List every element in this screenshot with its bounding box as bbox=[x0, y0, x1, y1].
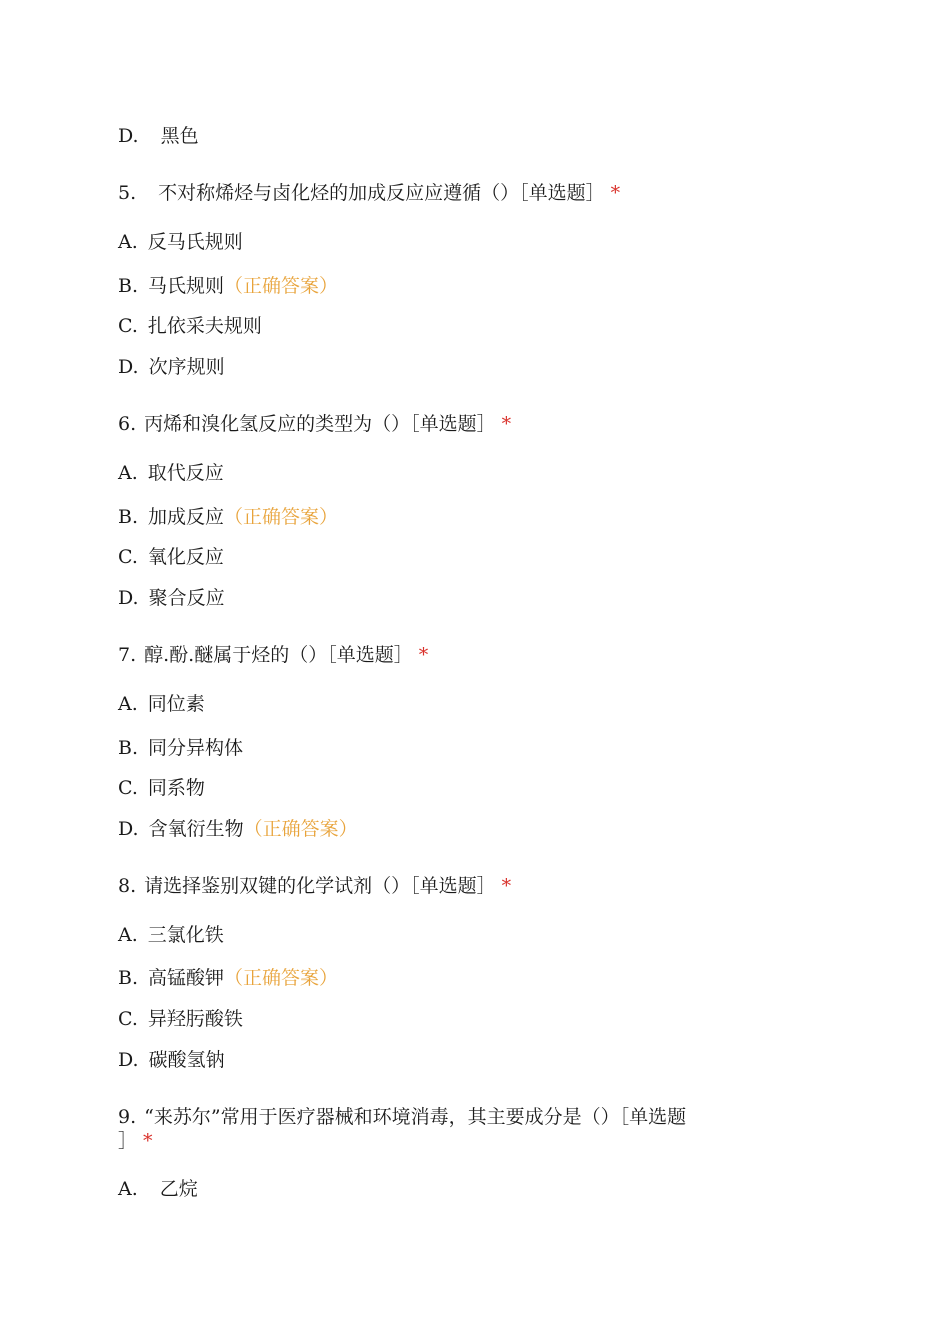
option-text: 含氧衍生物 bbox=[148, 818, 244, 840]
required-mark: * bbox=[143, 1130, 153, 1152]
option-letter: B. bbox=[118, 967, 139, 989]
question-9-title bbox=[118, 1105, 686, 1153]
option-text: 反马氏规则 bbox=[147, 231, 243, 253]
option-letter: D. bbox=[118, 818, 139, 840]
question-5-option-a bbox=[118, 230, 243, 254]
question-5-option-b bbox=[118, 274, 338, 298]
question-text: 醇.酚.醚属于烃的（）［单选题］ bbox=[144, 644, 413, 666]
required-mark: * bbox=[501, 875, 512, 897]
question-text-continued: ］ bbox=[118, 1130, 138, 1152]
required-mark: * bbox=[610, 182, 621, 204]
option-text: 扎依采夫规则 bbox=[147, 315, 262, 337]
option-letter: C. bbox=[118, 777, 138, 799]
option-letter: C. bbox=[118, 546, 138, 568]
question-6-option-d bbox=[118, 586, 225, 610]
question-5-title bbox=[118, 181, 620, 205]
option-text: 黑色 bbox=[160, 125, 199, 147]
question-6-option-c bbox=[118, 545, 224, 569]
option-letter: D. bbox=[118, 1049, 139, 1071]
question-7-option-d bbox=[118, 817, 358, 841]
question-7-option-c bbox=[118, 776, 205, 800]
option-text: 三氯化铁 bbox=[147, 924, 224, 946]
question-8-option-d bbox=[118, 1048, 225, 1072]
question-5-option-d bbox=[118, 355, 225, 379]
question-6-title bbox=[118, 412, 511, 436]
option-text: 次序规则 bbox=[148, 356, 225, 378]
option-letter: D. bbox=[118, 587, 139, 609]
question-number: 6. bbox=[118, 413, 137, 435]
question-text: 丙烯和溴化氢反应的类型为（）［单选题］ bbox=[144, 413, 496, 435]
option-letter: B. bbox=[118, 275, 139, 297]
question-text: “来苏尔”常用于医疗器械和环境消毒，其主要成分是（）［单选题 bbox=[144, 1106, 687, 1128]
correct-answer-label: （正确答案） bbox=[243, 818, 358, 840]
question-number: 9. bbox=[118, 1106, 137, 1128]
option-text: 高锰酸钾 bbox=[148, 967, 225, 989]
correct-answer-label: （正确答案） bbox=[224, 967, 339, 989]
option-letter: A. bbox=[118, 1178, 138, 1200]
option-text: 氧化反应 bbox=[147, 546, 224, 568]
option-letter: A. bbox=[118, 231, 138, 253]
option-text: 乙烷 bbox=[159, 1178, 198, 1200]
option-text: 异羟肟酸铁 bbox=[147, 1008, 243, 1030]
option-letter: A. bbox=[118, 462, 138, 484]
option-text: 聚合反应 bbox=[148, 587, 225, 609]
required-mark: * bbox=[501, 413, 512, 435]
option-text: 同系物 bbox=[147, 777, 205, 799]
option-letter: A. bbox=[118, 693, 138, 715]
question-8-option-c bbox=[118, 1007, 243, 1031]
question-text: 请选择鉴别双键的化学试剂（）［单选题］ bbox=[144, 875, 496, 897]
question-8-option-a bbox=[118, 923, 224, 947]
question-9-option-a bbox=[118, 1177, 198, 1201]
option-text: 马氏规则 bbox=[148, 275, 225, 297]
correct-answer-label: （正确答案） bbox=[224, 506, 339, 528]
question-7-title bbox=[118, 643, 428, 667]
question-8-title bbox=[118, 874, 511, 898]
question-number: 7. bbox=[118, 644, 137, 666]
option-letter: D. bbox=[118, 125, 139, 147]
question-7-option-a bbox=[118, 692, 205, 716]
option-letter: C. bbox=[118, 1008, 138, 1030]
question-5-option-c bbox=[118, 314, 262, 338]
question-6-option-b bbox=[118, 505, 338, 529]
question-number: 5. bbox=[118, 182, 137, 204]
option-letter: B. bbox=[118, 737, 139, 759]
correct-answer-label: （正确答案） bbox=[224, 275, 339, 297]
required-mark: * bbox=[418, 644, 429, 666]
question-7-option-b bbox=[118, 736, 243, 760]
option-text: 加成反应 bbox=[148, 506, 225, 528]
option-text: 同位素 bbox=[147, 693, 205, 715]
question-8-option-b bbox=[118, 966, 338, 990]
option-letter: A. bbox=[118, 924, 138, 946]
question-number: 8. bbox=[118, 875, 137, 897]
option-text: 同分异构体 bbox=[148, 737, 244, 759]
question-text: 不对称烯烃与卤化烃的加成反应应遵循（）［单选题］ bbox=[158, 182, 605, 204]
option-letter: B. bbox=[118, 506, 139, 528]
option-letter: D. bbox=[118, 356, 139, 378]
option-letter: C. bbox=[118, 315, 138, 337]
question-6-option-a bbox=[118, 461, 224, 485]
option-text: 碳酸氢钠 bbox=[148, 1049, 225, 1071]
option-text: 取代反应 bbox=[147, 462, 224, 484]
question-4-option-d bbox=[118, 124, 199, 148]
